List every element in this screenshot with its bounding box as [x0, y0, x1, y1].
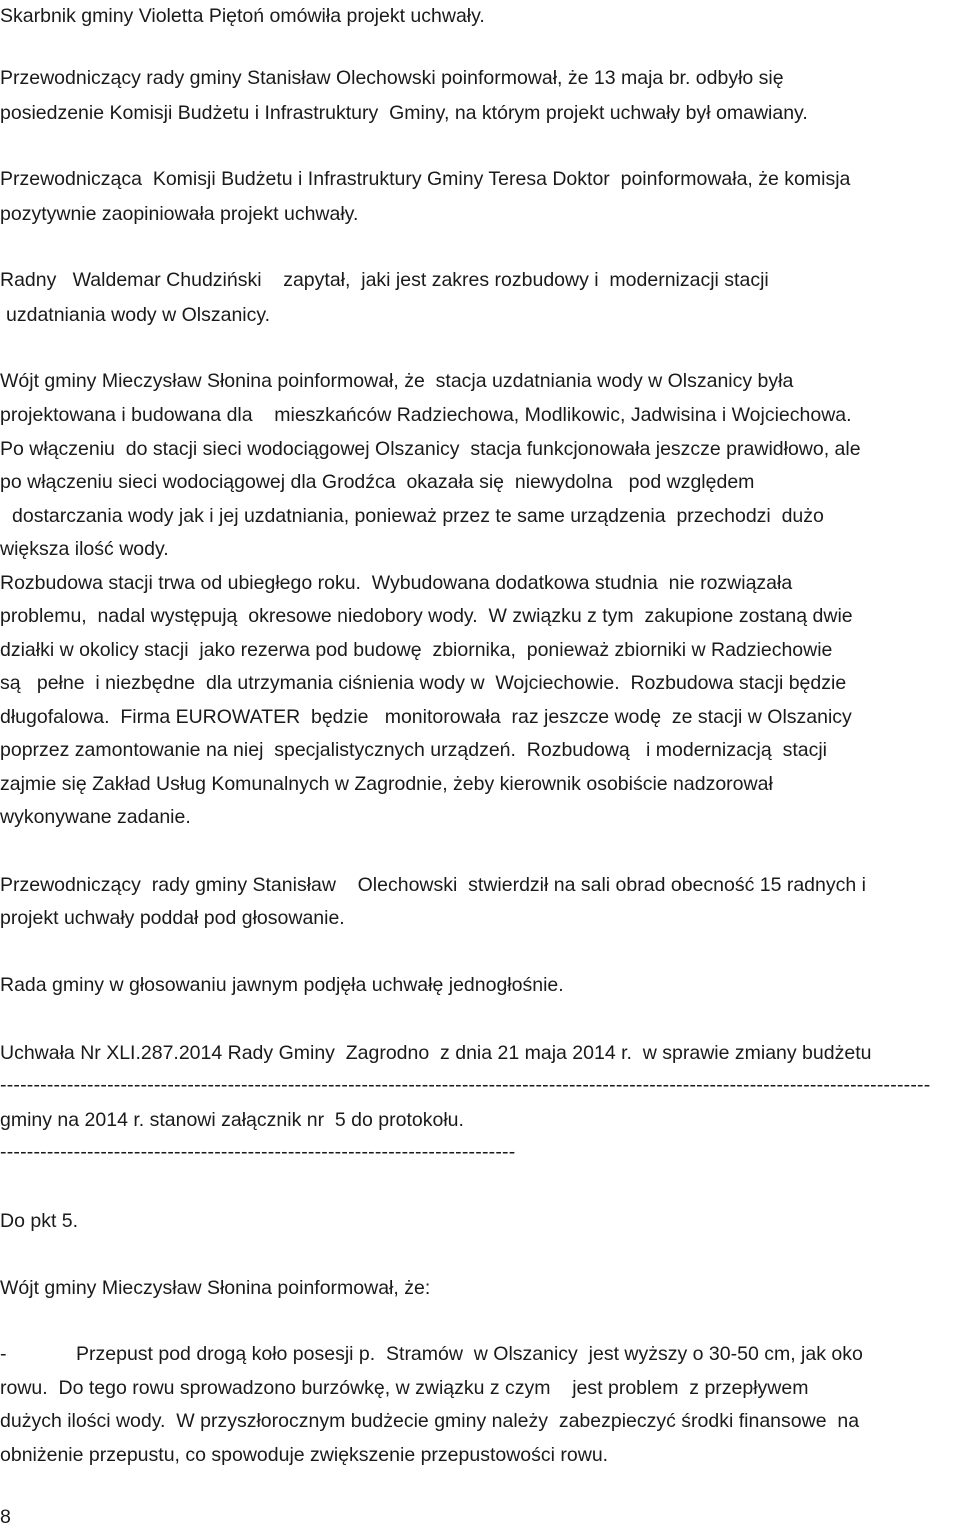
paragraph-line: zajmie się Zakład Usług Komunalnych w Zagrodnie, żeby kierownik osobiście nadzorował — [0, 773, 773, 795]
paragraph-line: Radny Waldemar Chudziński zapytał, jaki jest zakres rozbudowy i modernizacji stacji — [0, 269, 769, 291]
paragraph-line: dostarczania wody jak i jej uzdatniania, ponieważ przez te same urządzenia przechodzi dużo — [12, 505, 824, 527]
dashed-separator: ------------------------------------------------------------------------------------------------------------------------------------------- — [0, 1074, 931, 1096]
paragraph-line: dużych ilości wody. W przyszłorocznym budżecie gminy należy zabezpieczyć środki finansowe na — [0, 1410, 860, 1432]
paragraph-line: po włączeniu sieci wodociągowej dla Grodźca okazała się niewydolna pod względem — [0, 471, 755, 493]
paragraph-line: problemu, nadal występują okresowe niedobory wody. W związku z tym zakupione zostaną dwie — [0, 605, 853, 627]
paragraph-line: Wójt gminy Mieczysław Słonina poinformował, że stacja uzdatniania wody w Olszanicy była — [0, 370, 794, 392]
list-bullet: - — [0, 1343, 7, 1365]
paragraph-line: Wójt gminy Mieczysław Słonina poinformował, że: — [0, 1277, 431, 1299]
section-heading: Do pkt 5. — [0, 1210, 79, 1232]
paragraph-line: Skarbnik gminy Violetta Piętoń omówiła projekt uchwały. — [0, 5, 485, 27]
paragraph-line: rowu. Do tego rowu sprowadzono burzówkę, w związku z czym jest problem z przepływem — [0, 1377, 809, 1399]
paragraph-line: pozytywnie zaopiniowała projekt uchwały. — [0, 203, 359, 225]
paragraph-line: wykonywane zadanie. — [0, 806, 191, 828]
paragraph-line: projektowana i budowana dla mieszkańców Radziechowa, Modlikowic, Jadwisina i Wojciechowa. — [0, 404, 852, 426]
paragraph-line: działki w okolicy stacji jako rezerwa pod budowę zbiornika, ponieważ zbiorniki w Radziechowie — [0, 639, 833, 661]
list-item-text: Przepust pod drogą koło posesji p. Stramów w Olszanicy jest wyższy o 30-50 cm, jak oko — [76, 1343, 863, 1365]
page-number: 8 — [0, 1506, 11, 1528]
paragraph-line: poprzez zamontowanie na niej specjalistycznych urządzeń. Rozbudową i modernizacją stacji — [0, 739, 827, 761]
paragraph-line: projekt uchwały poddał pod głosowanie. — [0, 907, 345, 929]
list-item-line — [0, 1342, 863, 1366]
paragraph-line: Po włączeniu do stacji sieci wodociągowej Olszanicy stacja funkcjonowała jeszcze prawidłowo, ale — [0, 438, 861, 460]
paragraph-line: Rada gminy w głosowaniu jawnym podjęła uchwałę jednogłośnie. — [0, 974, 564, 996]
paragraph-line: gminy na 2014 r. stanowi załącznik nr 5 do protokołu. — [0, 1109, 464, 1131]
paragraph-line: Przewodnicząca Komisji Budżetu i Infrastruktury Gminy Teresa Doktor poinformowała, że komisja — [0, 168, 851, 190]
paragraph-line: obniżenie przepustu, co spowoduje zwiększenie przepustowości rowu. — [0, 1444, 609, 1466]
paragraph-line: są pełne i niezbędne dla utrzymania ciśnienia wody w Wojciechowie. Rozbudowa stacji będzie — [0, 672, 847, 694]
paragraph-line: uzdatniania wody w Olszanicy. — [6, 304, 271, 326]
paragraph-line: długofalowa. Firma EUROWATER będzie monitorowała raz jeszcze wodę ze stacji w Olszanicy — [0, 706, 852, 728]
paragraph-line: posiedzenie Komisji Budżetu i Infrastruktury Gminy, na którym projekt uchwały był omawiany. — [0, 102, 808, 124]
paragraph-line: Rozbudowa stacji trwa od ubiegłego roku. Wybudowana dodatkowa studnia nie rozwiązała — [0, 572, 793, 594]
paragraph-line: Uchwała Nr XLI.287.2014 Rady Gminy Zagrodno z dnia 21 maja 2014 r. w sprawie zmiany budżetu — [0, 1042, 872, 1064]
paragraph-line: większa ilość wody. — [0, 538, 169, 560]
paragraph-line: Przewodniczący rady gminy Stanisław Olechowski stwierdził na sali obrad obecność 15 radnych i — [0, 874, 866, 896]
dashed-separator: ----------------------------------------------------------------------------- — [0, 1141, 516, 1163]
paragraph-line: Przewodniczący rady gminy Stanisław Olechowski poinformował, że 13 maja br. odbyło się — [0, 67, 784, 89]
